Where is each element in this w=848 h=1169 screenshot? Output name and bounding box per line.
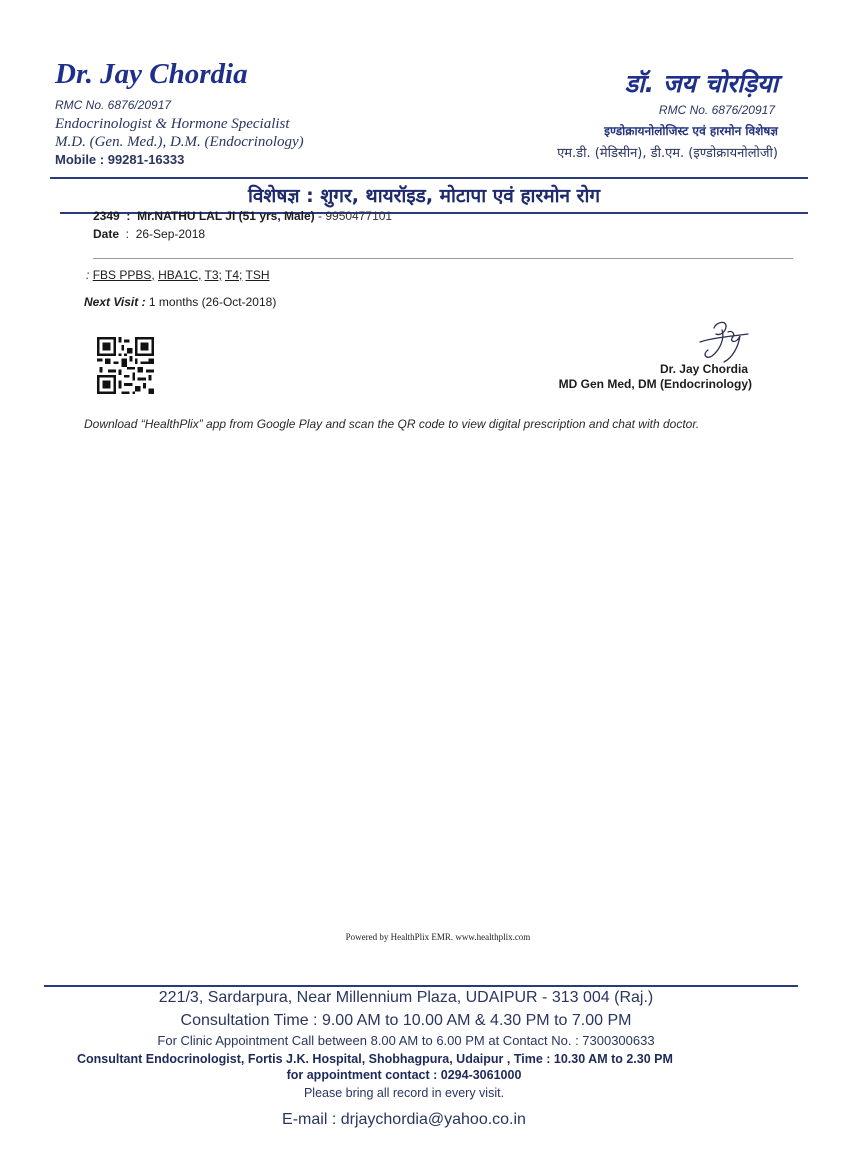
patient-id: 2349 <box>93 209 120 223</box>
patient-line <box>93 209 392 223</box>
footer-appointment-contact: for appointment contact : 0294-3061000 <box>286 1068 522 1082</box>
rmc-number-right: RMC No. 6876/20917 <box>658 103 775 117</box>
test-item: TSH <box>245 268 270 282</box>
footer-address: 221/3, Sardarpura, Near Millennium Plaza, UDAIPUR - 313 004 (Raj.) <box>158 989 654 1006</box>
patient-divider <box>93 258 793 259</box>
doctor-name-hindi: डॉ. जय चोरड़िया <box>624 69 778 98</box>
signature-degrees: MD Gen Med, DM (Endocrinology) <box>558 377 752 391</box>
degrees-hindi: एम.डी. (मेडिसीन), डी.एम. (इण्डोक्रायनोलोजी) <box>557 146 778 161</box>
patient-phone: - 9950477101 <box>318 209 393 223</box>
date-label: Date <box>93 227 120 241</box>
specialization-hindi: इण्डोक्रायनोलोजिस्ट एवं हारमोन विशेषज्ञ <box>604 124 778 138</box>
download-note: Download “HealthPlix” app from Google Play and scan the QR code to view digital prescription and chat with doctor. <box>84 417 700 431</box>
patient-name: Mr.NATHU LAL JI (51 yrs, Male) <box>137 209 315 223</box>
doctor-name: Dr. Jay Chordia <box>55 58 248 90</box>
rmc-number: RMC No. 6876/20917 <box>55 98 172 112</box>
specialization: Endocrinologist & Hormone Specialist <box>55 116 290 132</box>
degrees: M.D. (Gen. Med.), D.M. (Endocrinology) <box>55 134 304 150</box>
test-item: HBA1C, <box>158 268 202 282</box>
footer-consultation-time: Consultation Time : 9.00 AM to 10.00 AM & 4.30 PM to 7.00 PM <box>180 1012 632 1029</box>
specialty-line: विशेषज्ञ : शुगर, थायरॉइड, मोटापा एवं हारमोन रोग <box>247 185 601 207</box>
footer-fortis: Consultant Endocrinologist, Fortis J.K. Hospital, Shobhagpura, Udaipur , Time : 10.30 AM to 2.30 PM <box>77 1052 673 1066</box>
next-visit-label: Next Visit : <box>84 295 146 309</box>
header-divider <box>50 177 808 179</box>
next-visit <box>84 295 276 309</box>
powered-by: Powered by HealthPlix EMR. www.healthplix.com <box>345 932 531 942</box>
footer-clinic-appointment: For Clinic Appointment Call between 8.00 AM to 6.00 PM at Contact No. : 7300300633 <box>157 1033 655 1048</box>
signature-name: Dr. Jay Chordia <box>659 362 748 376</box>
test-item: FBS PPBS, <box>92 268 155 282</box>
signature-icon <box>692 318 752 364</box>
tests-prefix: : <box>86 268 90 282</box>
mobile-number: Mobile : 99281-16333 <box>55 152 185 167</box>
patient-sep: : <box>126 209 131 223</box>
test-item: T4; <box>225 268 243 282</box>
tests-advised <box>86 268 269 282</box>
footer-email: E-mail : drjaychordia@yahoo.co.in <box>282 1111 526 1128</box>
qr-code-icon <box>97 337 154 394</box>
footer-divider <box>44 985 798 987</box>
test-item: T3; <box>204 268 222 282</box>
footer-records-note: Please bring all record in every visit. <box>303 1086 505 1100</box>
date-row: Date : 26-Sep-2018 <box>93 227 206 241</box>
date-value: 26-Sep-2018 <box>135 227 206 241</box>
next-visit-value: 1 months (26-Oct-2018) <box>148 295 277 309</box>
